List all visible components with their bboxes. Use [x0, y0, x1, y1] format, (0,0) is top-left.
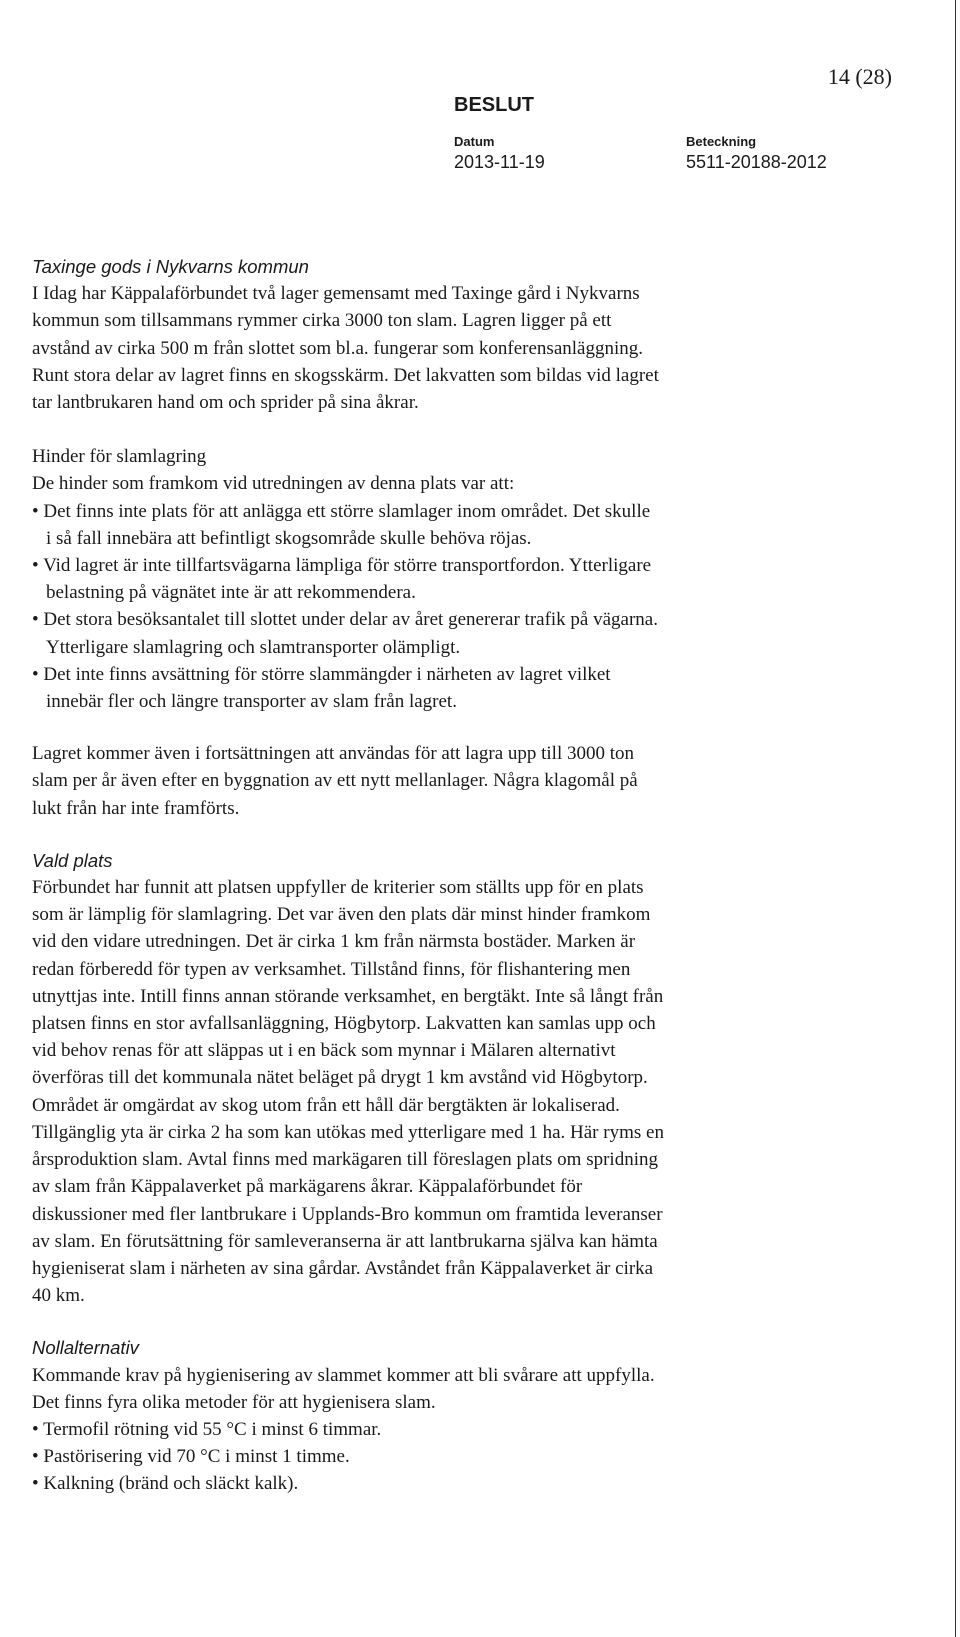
section-heading-taxinge: Taxinge gods i Nykvarns kommun — [32, 256, 309, 277]
reference-block — [686, 134, 827, 174]
reference-value: 5511-20188-2012 — [686, 152, 827, 172]
paragraph-line: av slam. En förutsättning för samleveranserna är att lantbrukarna själva kan hämta — [32, 1230, 658, 1252]
date-label: Datum — [454, 134, 495, 149]
paragraph-line: Kommande krav på hygienisering av slammet kommer att bli svårare att uppfylla. — [32, 1364, 655, 1386]
list-item: • Termofil rötning vid 55 °C i minst 6 timmar. — [32, 1416, 922, 1443]
page-number: 14 (28) — [827, 64, 892, 89]
paragraph-line: Förbundet har funnit att platsen uppfyller de kriterier som ställts upp för en plats — [32, 877, 644, 899]
paragraph-line: vid den vidare utredningen. Det är cirka 1 km från närmsta bostäder. Marken är — [32, 931, 636, 953]
paragraph-line: Det finns fyra olika metoder för att hygienisera slam. — [32, 1391, 436, 1413]
section-heading-vald-plats: Vald plats — [32, 849, 113, 871]
paragraph-line: diskussioner med fler lantbrukare i Upplands-Bro kommun om framtida leveranser — [32, 1203, 663, 1225]
reference-label: Beteckning — [686, 134, 757, 149]
paragraph-line: avstånd av cirka 500 m från slottet som bl.a. fungerar som konferensanläggning. — [32, 337, 643, 359]
paragraph-line: Området är omgärdat av skog utom från ett håll där bergtäkten är lokaliserad. — [32, 1094, 620, 1116]
date-block — [454, 134, 545, 174]
paragraph-line: tar lantbrukaren hand om och sprider på sina åkrar. — [32, 392, 419, 414]
paragraph-line: slam per år även efter en byggnation av ett nytt mellanlager. Några klagomål på — [32, 770, 638, 792]
paragraph-line: årsproduktion slam. Avtal finns med markägaren till föreslagen plats om spridning — [32, 1149, 658, 1171]
paragraph-line: utnyttjas inte. Intill finns annan störande verksamhet, en bergtäkt. Inte så långt från — [32, 985, 664, 1007]
paragraph-line: Lagret kommer även i fortsättningen att användas för att lagra upp till 3000 ton — [32, 743, 635, 765]
paragraph-line: lukt från har inte framförts. — [32, 797, 240, 819]
list-item: • Det inte finns avsättning för större slammängder i närheten av lagret vilket innebär fler och längre transporter av slam från lagret. — [32, 661, 922, 715]
section-heading-hinder: Hinder för slamlagring — [32, 446, 207, 468]
date-value: 2013-11-19 — [454, 152, 545, 172]
hinder-bullet-list — [32, 498, 922, 716]
list-item: • Kalkning (bränd och släckt kalk). — [32, 1470, 922, 1497]
list-item: • Det finns inte plats för att anlägga ett större slamlager inom området. Det skulle i så fall innebära att befintligt skogsområde skulle behöva röjas. — [32, 498, 922, 552]
paragraph-line: Tillgänglig yta är cirka 2 ha som kan utökas med ytterligare med 1 ha. Här ryms en — [32, 1121, 664, 1143]
document-body — [32, 253, 922, 1498]
paragraph-line: av slam från Käppalaverket på markägarens åkrar. Käppalaförbundet för — [32, 1176, 583, 1198]
paragraph-line: I Idag har Käppalaförbundet två lager gemensamt med Taxinge gård i Nykvarns — [32, 283, 640, 305]
paragraph-line: 40 km. — [32, 1285, 85, 1307]
method-bullet-list — [32, 1416, 922, 1498]
paragraph-line: som är lämplig för slamlagring. Det var även den plats där minst hinder framkom — [32, 904, 651, 926]
paragraph-line: hygieniserat slam i närheten av sina gårdar. Avståndet från Käppalaverket är cirka — [32, 1257, 654, 1279]
section-heading-nollalternativ: Nollalternativ — [32, 1337, 139, 1359]
list-item: • Pastörisering vid 70 °C i minst 1 timme. — [32, 1443, 922, 1470]
paragraph-line: platsen finns en stor avfallsanläggning, Högbytorp. Lakvatten kan samlas upp och — [32, 1013, 656, 1035]
right-margin-rule — [955, 0, 956, 1637]
paragraph-line: vid behov renas för att släppas ut i en bäck som mynnar i Mälaren alternativt — [32, 1040, 616, 1062]
paragraph-line: Runt stora delar av lagret finns en skogsskärm. Det lakvatten som bildas vid lagret — [32, 364, 659, 386]
paragraph-line: överföras till det kommunala nätet beläget på drygt 1 km avstånd vid Högbytorp. — [32, 1067, 648, 1089]
paragraph-line: redan förberedd för typen av verksamhet. Tillstånd finns, för flishantering men — [32, 958, 631, 980]
paragraph-line: De hinder som framkom vid utredningen av denna plats var att: — [32, 473, 515, 495]
document-type: BESLUT — [454, 94, 534, 116]
paragraph-line: kommun som tillsammans rymmer cirka 3000 ton slam. Lagren ligger på ett — [32, 310, 612, 332]
list-item: • Det stora besöksantalet till slottet under delar av året genererar trafik på vägarna. Ytterligare slamlagring och slamtransporter olämpligt. — [32, 606, 922, 660]
list-item: • Vid lagret är inte tillfartsvägarna lämpliga för större transportfordon. Ytterligare belastning på vägnätet inte är att rekommendera. — [32, 552, 922, 606]
